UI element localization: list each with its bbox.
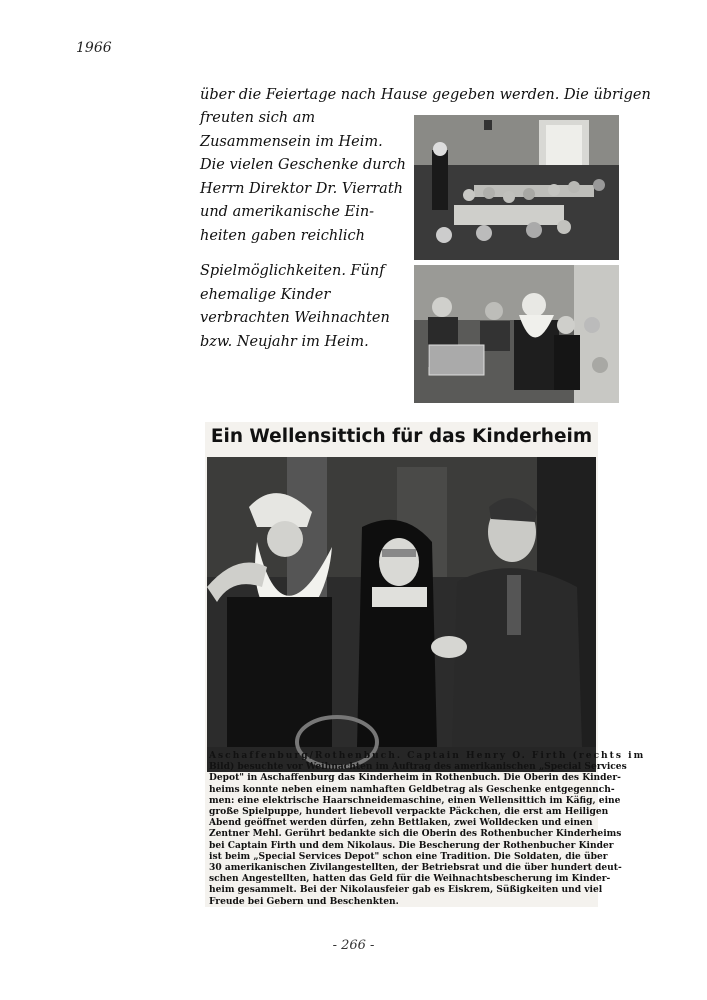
handwritten-block-2 bbox=[200, 260, 390, 354]
article-line: Aschaffenburg/Rothenbuch. Captain Henry O. Firth (rechts im bbox=[209, 750, 646, 761]
article-line: heim gesammelt. Bei der Nikolausfeier gab es Eiskrem, Süßigkeiten und viel bbox=[209, 884, 603, 896]
article-line: men: eine elektrische Haarschneidemaschine, einen Wellensittich im Käfig, eine bbox=[209, 794, 621, 806]
article-line: bei Captain Firth und dem Nikolaus. Die Bescherung der Rothenbucher Kinder bbox=[209, 839, 614, 851]
handwritten-line: Spielmöglichkeiten. Fünf bbox=[200, 263, 385, 279]
handwritten-line-top: über die Feiertage nach Hause gegeben werden. Die übrigen bbox=[200, 87, 651, 103]
clipping-headline: Ein Wellensittich für das Kinderheim bbox=[210, 426, 593, 447]
handwritten-line: und amerikanische Ein- bbox=[200, 204, 375, 220]
handwritten-line: ehemalige Kinder bbox=[200, 286, 331, 303]
photo-santa-cage bbox=[414, 265, 619, 403]
page-number: - 266 - bbox=[332, 938, 375, 953]
clipping-photo bbox=[207, 457, 646, 773]
article-line: große Spielpuppe, hundert liebevoll verpackte Päckchen, die erst am Heiligen bbox=[209, 806, 609, 818]
article-line: Depot" in Aschaffenburg das Kinderheim in Rothenbuch. Die Oberin des Kinder- bbox=[209, 772, 621, 784]
article-line: Bild) besuchte vor Weihnachten im Auftrag des amerikanischen „Special Services bbox=[209, 761, 627, 773]
article-line: heims konnte neben einem namhaften Geldbetrag als Geschenke entgegennch- bbox=[209, 783, 615, 795]
handwritten-line: Herrn Direktor Dr. Vierrath bbox=[200, 180, 403, 197]
newspaper-clipping bbox=[205, 422, 646, 907]
handwritten-line: Zusammensein im Heim. bbox=[200, 133, 383, 150]
photo-dining-room bbox=[414, 115, 619, 260]
handwritten-line: Die vielen Geschenke durch bbox=[200, 157, 407, 173]
article-line: Freude bei Gebern und Beschenkten. bbox=[209, 895, 399, 907]
handwritten-line: freuten sich am bbox=[200, 110, 316, 126]
article-line: ist beim „Special Services Depot" schon eine Tradition. Die Soldaten, die über bbox=[209, 850, 608, 862]
article-line: schen Angestellten, hatten das Geld für die Weihnachtsbescherung im Kinder- bbox=[209, 873, 611, 885]
handwritten-line: bzw. Neujahr im Heim. bbox=[200, 333, 369, 350]
handwritten-block-1 bbox=[200, 107, 406, 248]
year-label: 1966 bbox=[76, 40, 112, 56]
article-line: Zentner Mehl. Gerührt bedankte sich die Oberin des Rothenbucher Kinderheims bbox=[209, 828, 622, 840]
handwritten-line: heiten gaben reichlich bbox=[200, 227, 365, 244]
article-line: Abend geöffnet werden dürfen, zehn Bettlaken, zwei Wolldecken und einen bbox=[209, 817, 593, 829]
handwritten-line: verbrachten Weihnachten bbox=[200, 310, 390, 326]
clipping-article bbox=[209, 750, 646, 907]
article-line: 30 amerikanischen Zivilangestellten, der Betriebsrat und die über hundert deut- bbox=[209, 862, 622, 874]
